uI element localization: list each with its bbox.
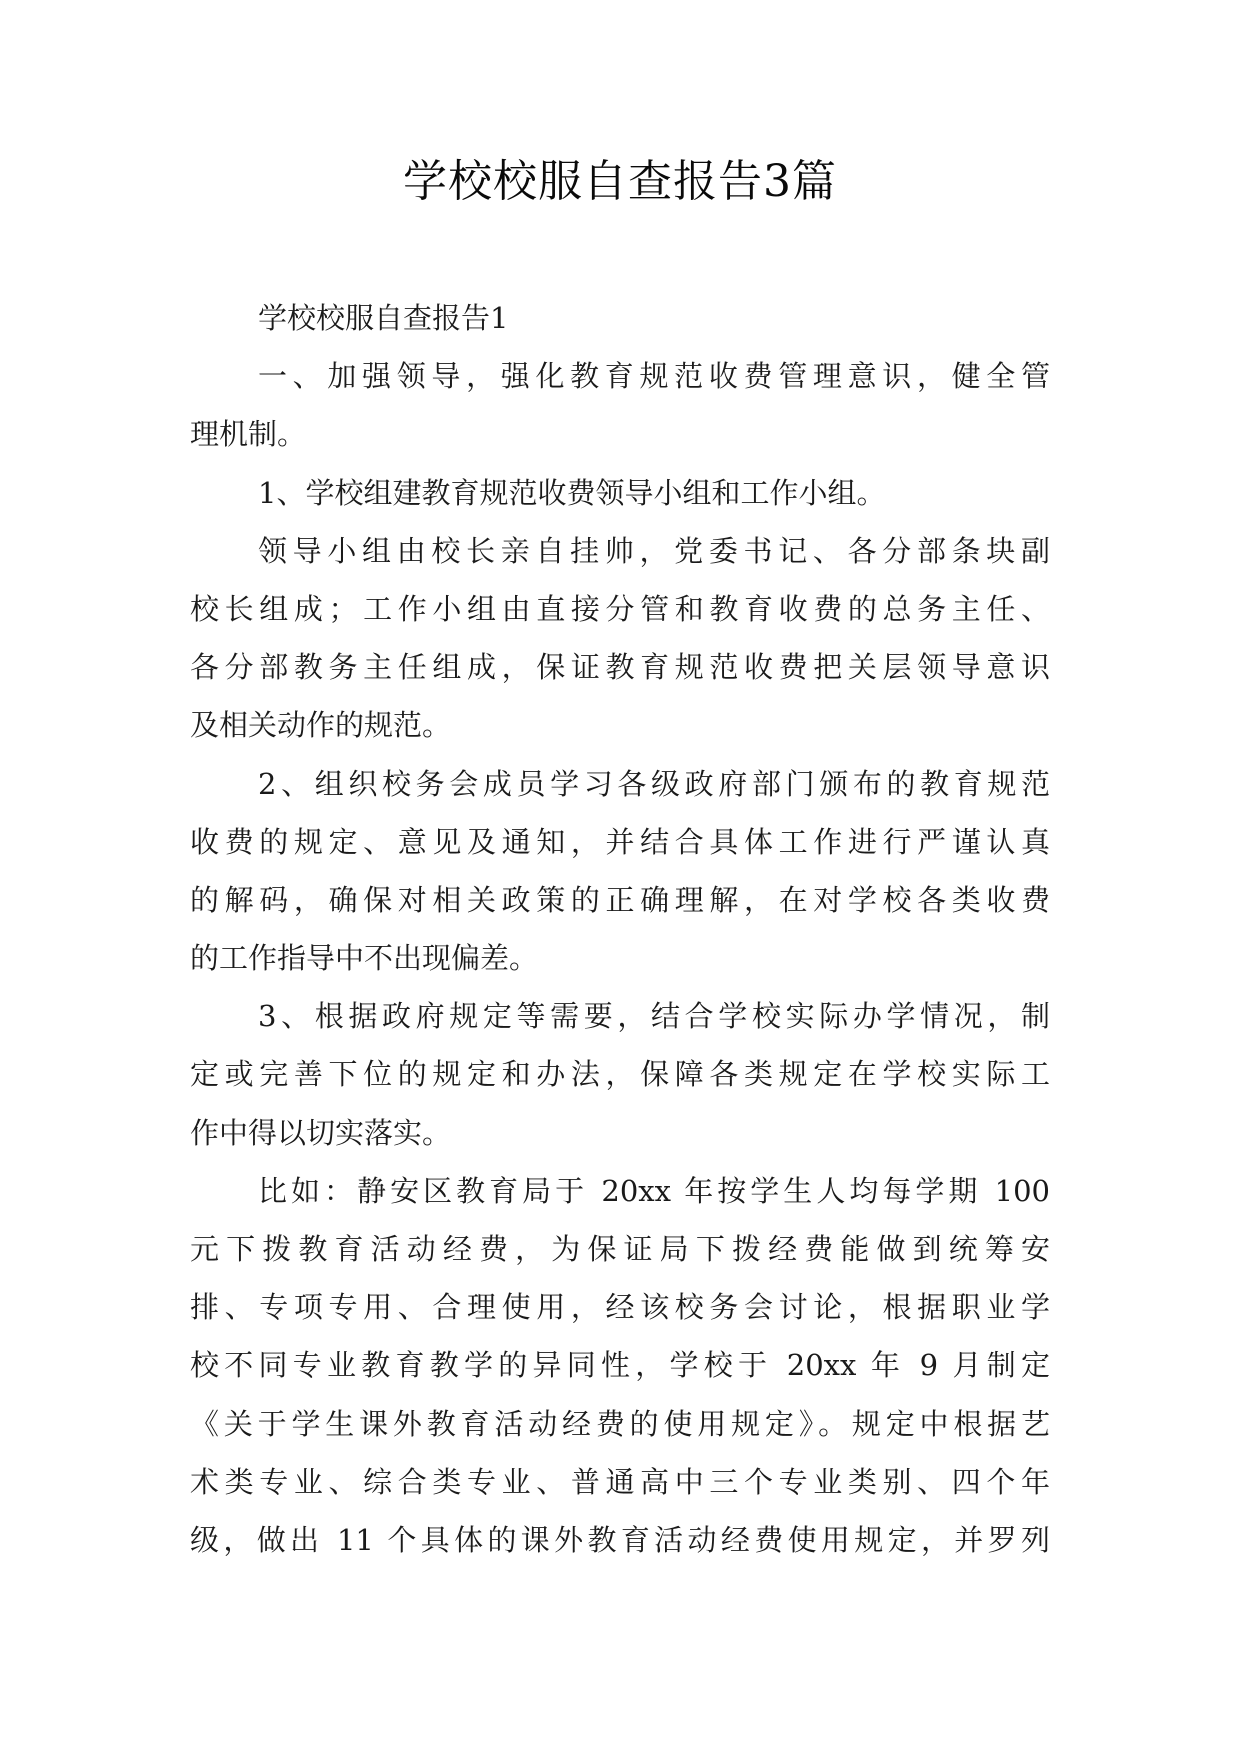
paragraph-line: 校长组成；工作小组由直接分管和教育收费的总务主任、 [190,591,1050,626]
paragraph-line: 理机制。 [190,417,307,452]
paragraph-line: 元下拨教育活动经费，为保证局下拨经费能做到统筹安 [190,1232,1050,1266]
paragraph-line: 领导小组由校长亲自挂帅，党委书记、各分部条块副 [258,533,1050,568]
paragraph-line: 级，做出 11 个具体的课外教育活动经费使用规定，并罗列 [190,1522,1050,1557]
paragraph-line: 比如：静安区教育局于 20xx 年按学生人均每学期 100 [258,1173,1050,1208]
paragraph-line: 3、根据政府规定等需要，结合学校实际办学情况，制 [258,999,1050,1034]
paragraph-line: 作中得以切实落实。 [190,1115,452,1150]
document-body [190,289,1050,1569]
document-title: 学校校服自查报告3篇 [403,156,837,207]
paragraph-line: 及相关动作的规范。 [190,708,452,743]
section-heading: 学校校服自查报告1 [258,301,509,335]
paragraph-line: 收费的规定、意见及通知，并结合具体工作进行严谨认真 [190,824,1050,859]
paragraph-line: 2、组织校务会成员学习各级政府部门颁布的教育规范 [258,766,1050,801]
paragraph-line: 术类专业、综合类专业、普通高中三个专业类别、四个年 [190,1464,1050,1499]
paragraph-line: 排、专项专用、合理使用，经该校务会讨论，根据职业学 [190,1290,1050,1325]
paragraph-line: 1、学校组建教育规范收费领导小组和工作小组。 [258,475,886,510]
paragraph-line: 的工作指导中不出现偏差。 [190,941,539,976]
paragraph-line: 的解码，确保对相关政策的正确理解，在对学校各类收费 [190,882,1050,917]
paragraph-line: 校不同专业教育教学的异同性，学校于 20xx 年 9 月制定 [190,1348,1050,1383]
paragraph-line: 《关于学生课外教育活动经费的使用规定》。规定中根据艺 [190,1406,1050,1441]
paragraph-line: 各分部教务主任组成，保证教育规范收费把关层领导意识 [190,650,1050,685]
paragraph-line: 一、加强领导，强化教育规范收费管理意识，健全管 [258,359,1050,394]
paragraph-line: 定或完善下位的规定和办法，保障各类规定在学校实际工 [190,1057,1050,1092]
